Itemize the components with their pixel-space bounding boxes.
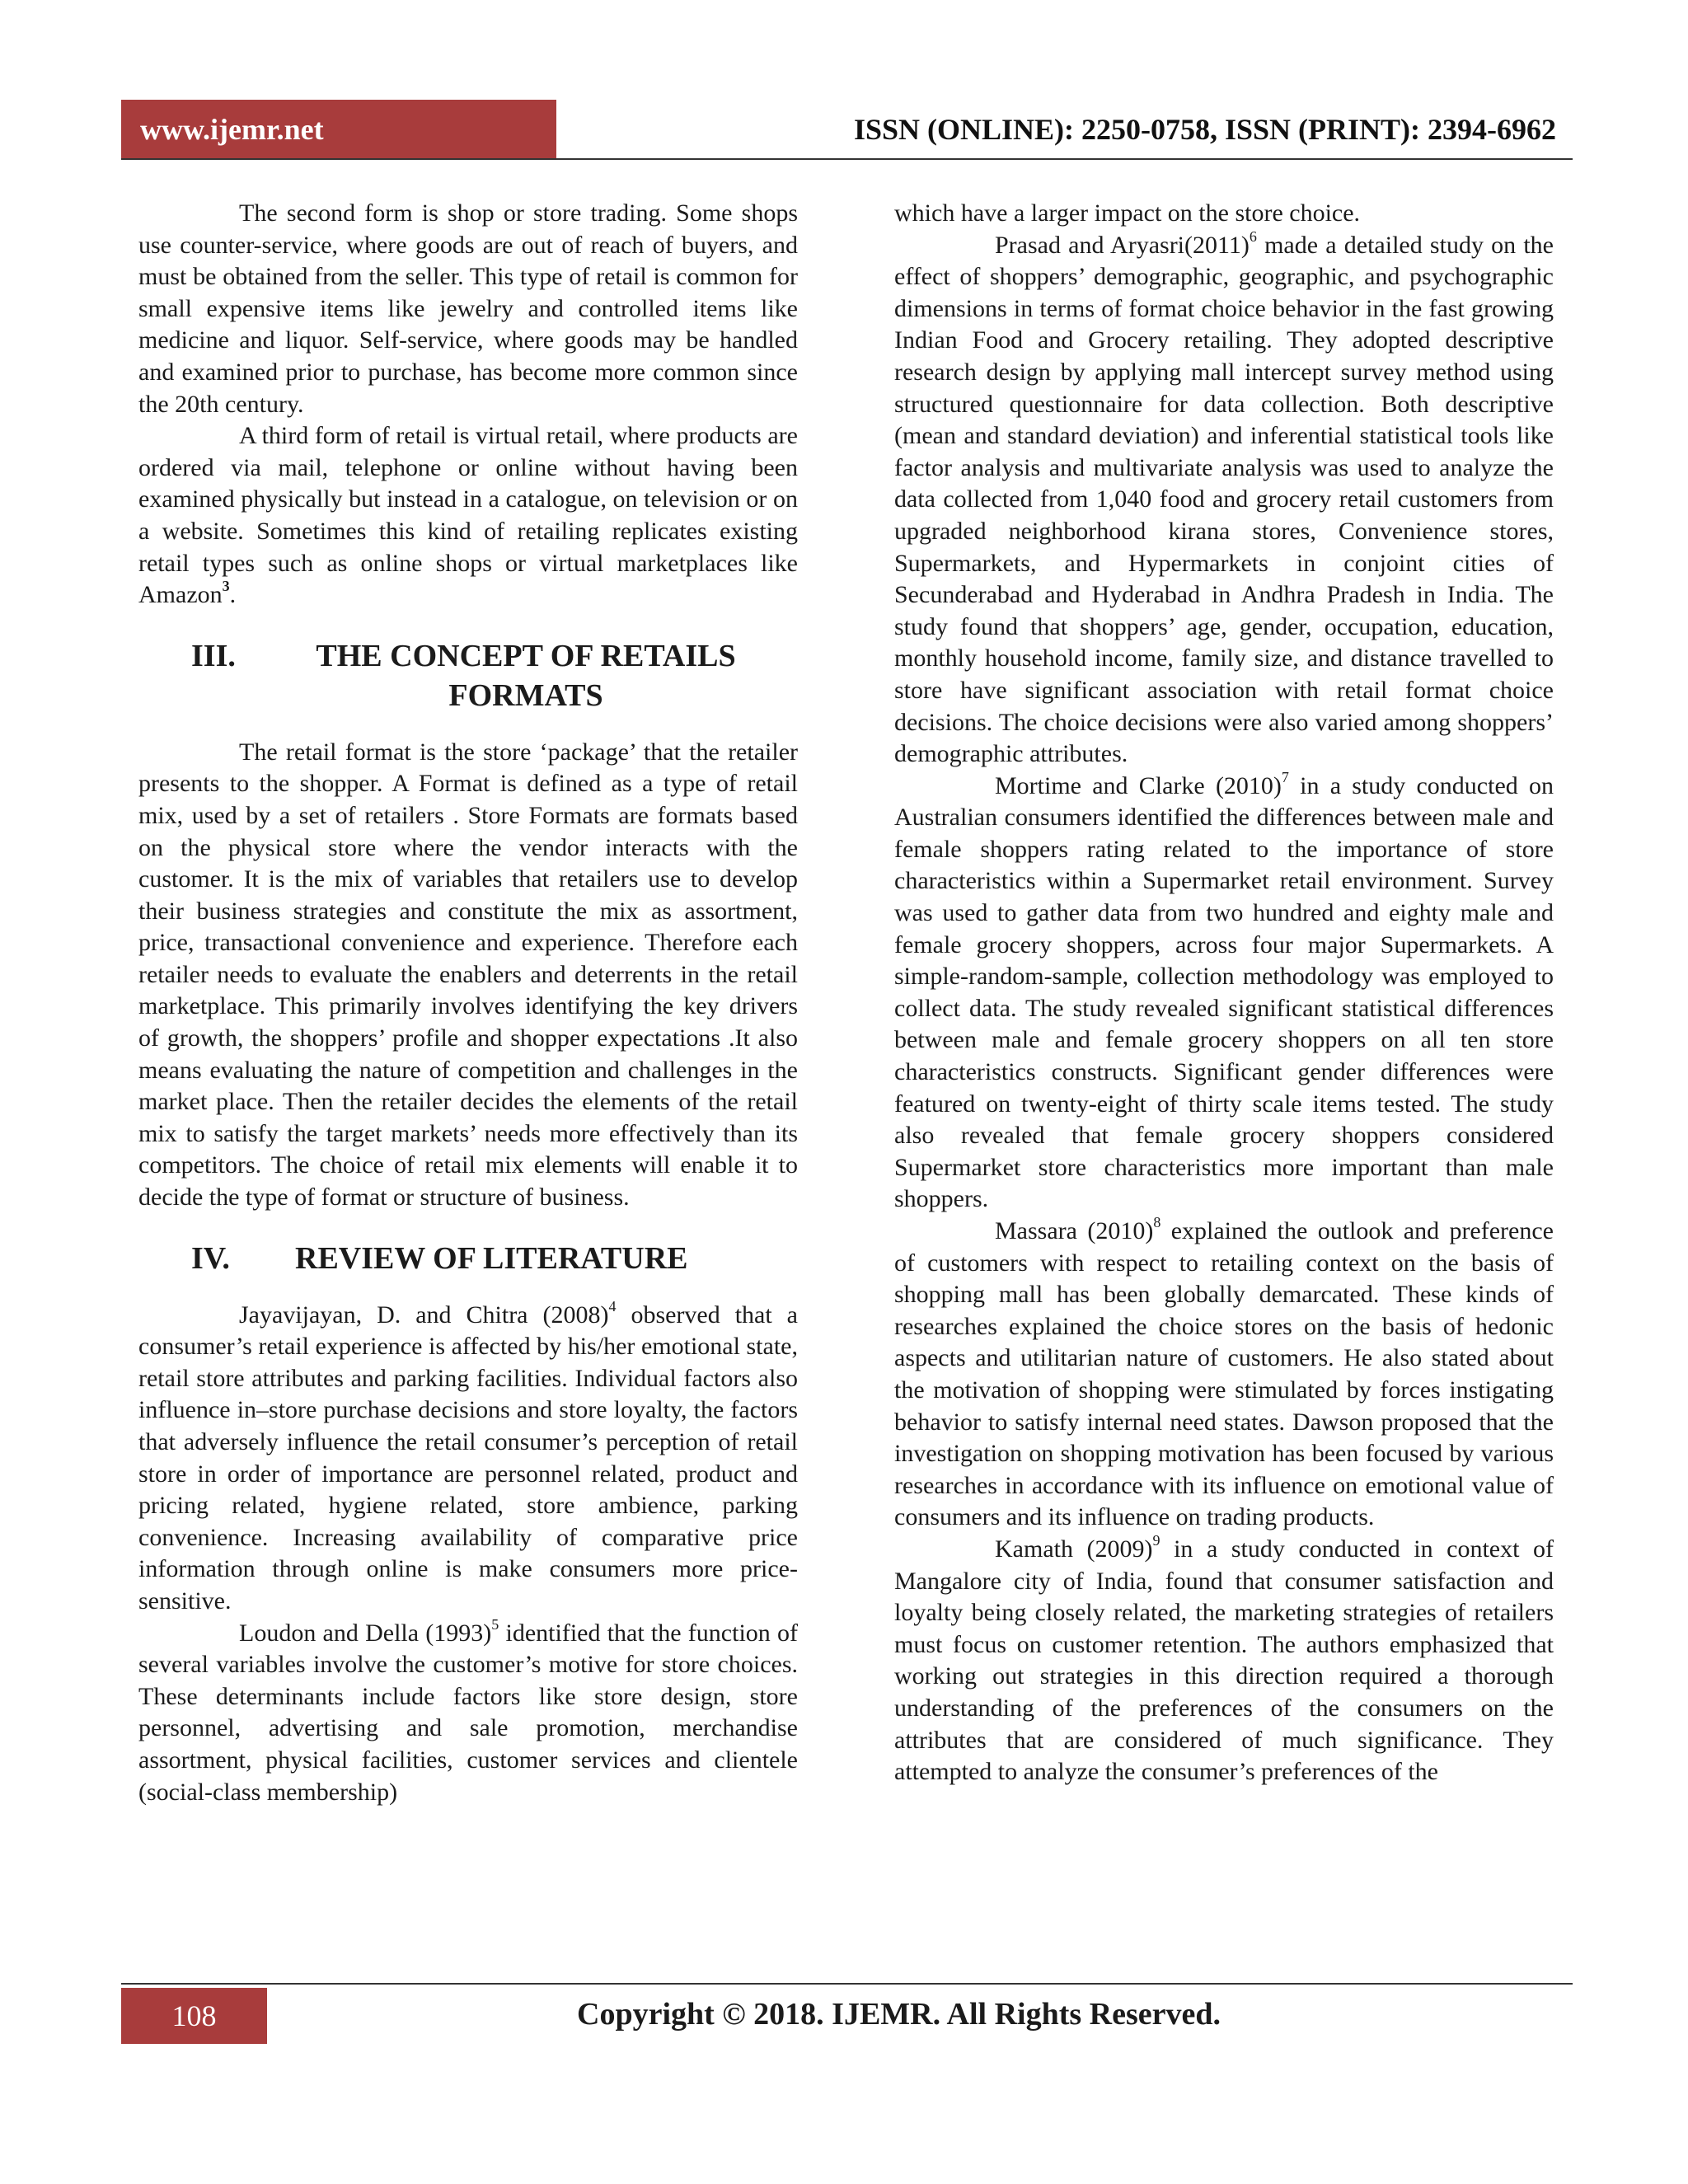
citation-ref: 3 xyxy=(222,578,230,595)
citation-ref: 9 xyxy=(1152,1531,1160,1549)
citation-ref: 4 xyxy=(608,1297,617,1315)
left-column xyxy=(138,198,798,1808)
section-title: REVIEW OF LITERATURE xyxy=(295,1240,688,1276)
citation-ref: 7 xyxy=(1281,768,1289,785)
journal-website[interactable]: www.ijemr.net xyxy=(140,113,324,146)
section-heading-iii xyxy=(138,636,798,715)
page-number: 108 xyxy=(171,1999,217,2032)
citation-ref: 5 xyxy=(491,1615,499,1633)
section-heading-iv xyxy=(138,1239,798,1278)
paragraph-jayavijayan: Jayavijayan, D. and Chitra $(2008)^4$ observed that a consumer’s retail experience is affected by his/her emotional state, retail store attributes and parking facilities. Individual factors also influence in–store purchase decisions and store loyalty, the factors that adversely influence the retail consumer’s perception of retail store in order of importance are personnel related, product and pricing related, hygiene related, store ambience, parking convenience. Increasing availability of comparative price information through online is make consumers more price-sensitive. xyxy=(138,1297,798,1615)
section-number: III. xyxy=(191,638,236,673)
footer-rule xyxy=(121,1983,1573,1985)
copyright-notice: Copyright © 2018. IJEMR. All Rights Reserved. xyxy=(577,1997,1221,2032)
section-title: THE CONCEPT OF RETAILS FORMATS xyxy=(316,638,736,713)
right-column xyxy=(894,198,1554,1788)
citation-ref: 6 xyxy=(1249,227,1257,245)
issn-line: ISSN (ONLINE): 2250-0758, ISSN (PRINT): 2394-6962 xyxy=(853,113,1556,146)
paragraph-retail-format: The retail format is the store ‘package’ that the retailer presents to the shopper. A Format is defined as a type of retail mix, used by a set of retailers . Store Formats are formats based on the physical store where the vendor interacts with the customer. It is the mix of variables that retailers use to develop their business strategies and constitute the mix as assortment, price, transactional convenience and experience. Therefore each retailer needs to evaluate the enablers and deterrents in the retail marketplace. This primarily involves identifying the key drivers of growth, the shoppers’ profile and shopper expectations .It also means evaluating the nature of competition and challenges in the market place. Then the retailer decides the elements of the retail mix to satisfy the target markets’ needs more effectively than its competitors. The choice of retail mix elements will enable it to decide the type of format or structure of business. xyxy=(138,738,798,1212)
paragraph-prasad: Prasad and $Aryasri(2011)^6$ made a detailed study on the effect of shoppers’ demographic, geographic, and psychographic dimensions in terms of format choice behavior in the fast growing Indian Food and Grocery retailing. They adopted descriptive research design by applying mall intercept survey method using structured questionnaire for data collection. Both descriptive (mean and standard deviation) and inferential statistical tools like factor analysis and multivariate analysis was used to analyze the data collected from 1,040 food and grocery retail customers from upgraded neighborhood kirana stores, Convenience stores, Supermarkets, and Hypermarkets in conjoint cities of Secunderabad and Hyderabad in Andhra Pradesh in India. The study found that shoppers’ age, gender, occupation, education, monthly household income, family size, and distance travelled to store have significant association with retail format choice decisions. The choice decisions were also varied among shoppers’ demographic attributes. xyxy=(894,227,1554,768)
section-number: IV. xyxy=(191,1240,230,1276)
paragraph-continuation: which have a larger impact on the store choice. xyxy=(894,199,1361,227)
paragraph-kamath: Kamath $(2009)^9$ in a study conducted in context of Mangalore city of India, found that consumer satisfaction and loyalty being closely related, the marketing strategies of retailers must focus on customer retention. The authors emphasized that working out strategies in this direction required a thorough understanding of the preferences of the consumers on the attributes that are considered of much significance. They attempted to analyze the consumer’s preferences of the xyxy=(894,1531,1554,1786)
paragraph-store-trading: The second form is shop or store trading. Some shops use counter-service, where goods are out of reach of buyers, and must be obtained from the seller. This type of retail is common for small expensive items like jewelry and controlled items like medicine and liquor. Self-service, where goods may be handled and examined prior to purchase, has become more common since the 20th century. xyxy=(138,199,798,418)
paragraph-massara: Massara $(2010)^8$ explained the outlook and preference of customers with respect to retailing context on the basis of shopping mall has been globally demarcated. These kinds of researches explained the choice stores on the basis of hedonic aspects and utilitarian nature of customers. He also stated about the motivation of shopping were stimulated by forces instigating behavior to satisfy internal need states. Dawson proposed that the investigation on shopping motivation has been focused by various researches in accordance with its influence on emotional value of consumers and its influence on trading products. xyxy=(894,1214,1554,1531)
header-rule xyxy=(121,158,1573,160)
paragraph-loudon: Loudon and Della $(1993)^5$ identified that the function of several variables involve the customer’s motive for store choices. These determinants include factors like store design, store personnel, advertising and sale promotion, merchandise assortment, physical facilities, customer services and clientele (social-class membership) xyxy=(138,1615,798,1806)
paragraph-virtual-retail: A third form of retail is virtual retail, where products are ordered via mail, telephone or online without having been examined physically but instead in a catalogue, on television or on a website. Sometimes this kind of retailing replicates existing retail types such as online shops or virtual marketplaces like Amazon$^3$. xyxy=(138,422,798,609)
paragraph-mortime: Mortime and Clarke $(2010)^7$ in a study conducted on Australian consumers identified the differences between male and female shoppers rating related to the importance of store characteristics within a Supermarket retail environment. Survey was used to gather data from two hundred and eighty male and female grocery shoppers, across four major Supermarkets. A simple-random-sample, collection methodology was employed to collect data. The study revealed significant statistical differences between male and female grocery shoppers on all ten store characteristics constructs. Significant gender differences were featured on twenty-eight of thirty scale items tested. The study also revealed that female grocery shoppers considered Supermarket store characteristics more important than male shoppers. xyxy=(894,768,1554,1213)
citation-ref: 8 xyxy=(1153,1214,1161,1230)
